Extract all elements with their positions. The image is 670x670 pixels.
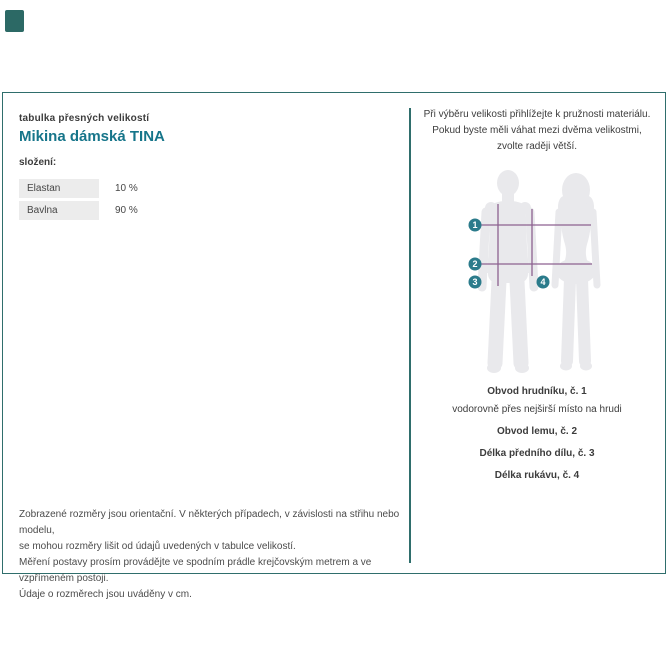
measurement-label-sleeve: Délka rukávu, č. 4 (494, 470, 580, 481)
right-column (408, 93, 666, 573)
marker-3-badge-icon (469, 276, 482, 289)
material-percent-cell: 10 % (115, 183, 138, 194)
marker-1-label: 1 (472, 220, 478, 231)
corner-accent-square (5, 10, 24, 32)
table-heading: tabulka přesných velikostí (19, 113, 150, 124)
size-advice-line: Pokud byste měli váhat mezi dvěma velikostmi, (432, 125, 642, 136)
composition-table (19, 179, 239, 223)
material-name-cell: Elastan (19, 179, 99, 198)
material-name-cell: Bavlna (19, 201, 99, 220)
note-line: Zobrazené rozměry jsou orientační. V některých případech, v závislosti na střihu nebo modelu, (19, 509, 400, 536)
body-measurement-diagram (449, 167, 624, 382)
size-advice-line: Při výběru velikosti přihlížejte k pružnosti materiálu. (423, 109, 651, 120)
marker-3-label: 3 (472, 277, 478, 288)
material-percent-cell: 90 % (115, 205, 138, 216)
size-advice-line: zvolte raději větší. (496, 141, 578, 152)
measurement-labels (408, 385, 666, 482)
note-line: se mohou rozměry lišit od údajů uvedených v tabulce velikostí. (19, 541, 296, 552)
measurement-label-chest-hint: vodorovně přes nejširší místo na hrudi (452, 404, 622, 415)
male-silhouette (482, 170, 534, 373)
note-line: Údaje o rozměrech jsou uváděny v cm. (19, 589, 192, 600)
disclaimer-notes (19, 507, 404, 603)
composition-row (19, 201, 239, 220)
left-column (3, 93, 409, 600)
measurement-label-hem: Obvod lemu, č. 2 (496, 426, 578, 437)
composition-row (19, 179, 239, 198)
marker-2-badge-icon (469, 258, 482, 271)
marker-4-label: 4 (540, 277, 546, 288)
size-chart-panel (2, 92, 666, 600)
product-title: Mikina dámská TINA (19, 128, 165, 145)
size-advice-text (408, 107, 666, 155)
measurement-label-chest: Obvod hrudníku, č. 1 (487, 386, 587, 397)
female-silhouette (555, 173, 597, 371)
note-line: Měření postavy prosím provádějte ve spodním prádle krejčovským metrem a ve vzpřímeném postoji. (19, 557, 372, 584)
marker-4-badge-icon (537, 276, 550, 289)
marker-1-badge-icon (469, 219, 482, 232)
composition-heading: složení: (19, 157, 57, 168)
measurement-label-front-length: Délka předního dílu, č. 3 (479, 448, 595, 459)
marker-2-label: 2 (472, 259, 478, 270)
